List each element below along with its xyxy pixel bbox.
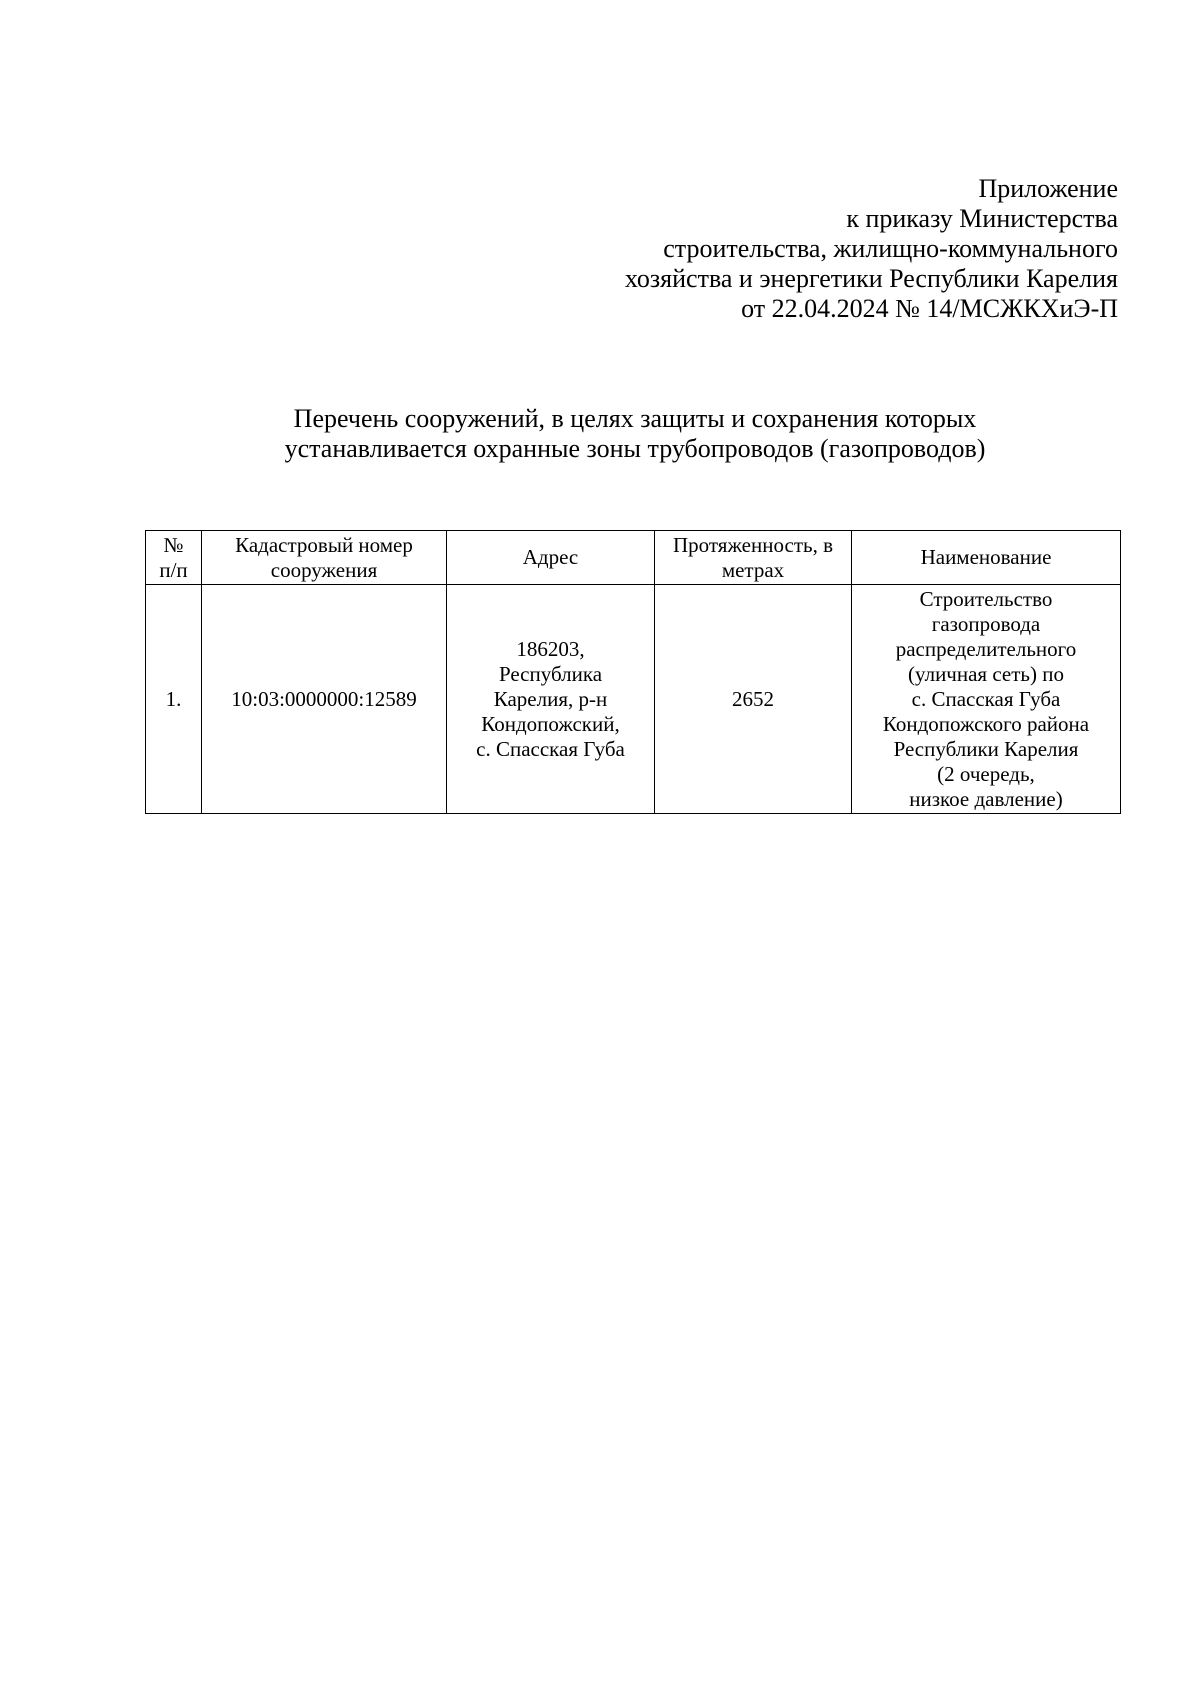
cell-length: 2652 bbox=[655, 585, 852, 814]
header-name: Наименование bbox=[852, 531, 1121, 585]
header-address: Адрес bbox=[447, 531, 655, 585]
document-title bbox=[145, 404, 1125, 464]
cell-address: 186203, Республика Карелия, р-н Кондопожский, с. Спасская Губа bbox=[447, 585, 655, 814]
table-row bbox=[146, 585, 1121, 814]
cell-cadastral-number: 10:03:0000000:12589 bbox=[202, 585, 447, 814]
title-line: устанавливается охранные зоны трубопроводов (газопроводов) bbox=[284, 434, 986, 463]
title-line: Перечень сооружений, в целях защиты и сохранения которых bbox=[293, 404, 977, 433]
appendix-line: от 22.04.2024 № 14/МСЖКХиЭ-П bbox=[741, 294, 1118, 323]
appendix-line: хозяйства и энергетики Республики Карелия bbox=[624, 264, 1118, 293]
cell-number: 1. bbox=[146, 585, 202, 814]
header-number: № п/п bbox=[146, 531, 202, 585]
appendix-line: строительства, жилищно-коммунального bbox=[663, 234, 1118, 263]
table-header-row bbox=[146, 531, 1121, 585]
structures-table bbox=[145, 530, 1121, 814]
header-length: Протяженность, в метрах bbox=[655, 531, 852, 585]
header-cadastral-number: Кадастровый номер сооружения bbox=[202, 531, 447, 585]
appendix-line: к приказу Министерства bbox=[846, 204, 1118, 233]
appendix-line: Приложение bbox=[978, 174, 1118, 203]
appendix-header bbox=[418, 174, 1118, 324]
cell-name: Строительство газопровода распределительного (уличная сеть) по с. Спасская Губа Кондопожского района Республики Карелия (2 очередь, низкое давление) bbox=[852, 585, 1121, 814]
